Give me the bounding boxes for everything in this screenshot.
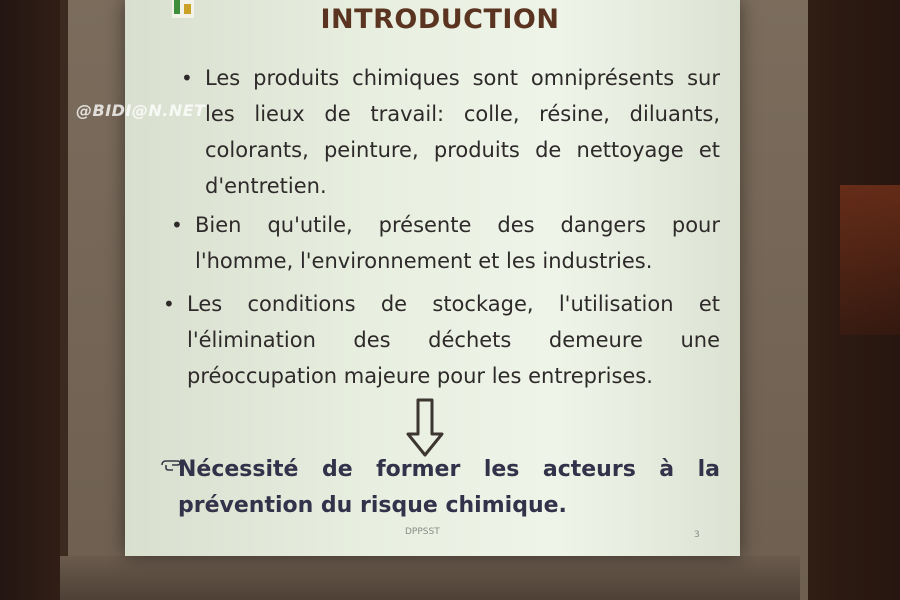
slide-footer: DPPSST bbox=[405, 527, 440, 537]
screen-bottom bbox=[60, 556, 800, 600]
wall-panel-accent bbox=[840, 185, 900, 335]
bullet-item-3 bbox=[163, 286, 720, 394]
logo-icon bbox=[172, 0, 194, 18]
page-number: 3 bbox=[694, 530, 700, 540]
bullet-item-2 bbox=[171, 207, 720, 279]
bullet-text-3: Les conditions de stockage, l'utilisation et l'élimination des déchets demeure une préoccupation majeure pour les entreprises. bbox=[187, 292, 720, 388]
down-arrow-icon bbox=[405, 398, 445, 458]
bullet-text-2: Bien qu'utile, présente des dangers pour l'homme, l'environnement et les industries. bbox=[195, 213, 720, 273]
bullet-item-1 bbox=[181, 60, 720, 204]
bullet-dot: • bbox=[181, 66, 193, 90]
bullet-dot: • bbox=[163, 292, 175, 316]
watermark: @BIDI@N.NET bbox=[76, 101, 206, 120]
slide-title: INTRODUCTION bbox=[320, 4, 560, 35]
bullet-dot: • bbox=[171, 213, 183, 237]
bullet-text-1: Les produits chimiques sont omniprésents sur les lieux de travail: colle, résine, diluants, colorants, peinture, produits de nettoyage et d'entretien. bbox=[205, 66, 720, 198]
conclusion-text: Nécessité de former les acteurs à la prévention du risque chimique. bbox=[178, 457, 720, 518]
